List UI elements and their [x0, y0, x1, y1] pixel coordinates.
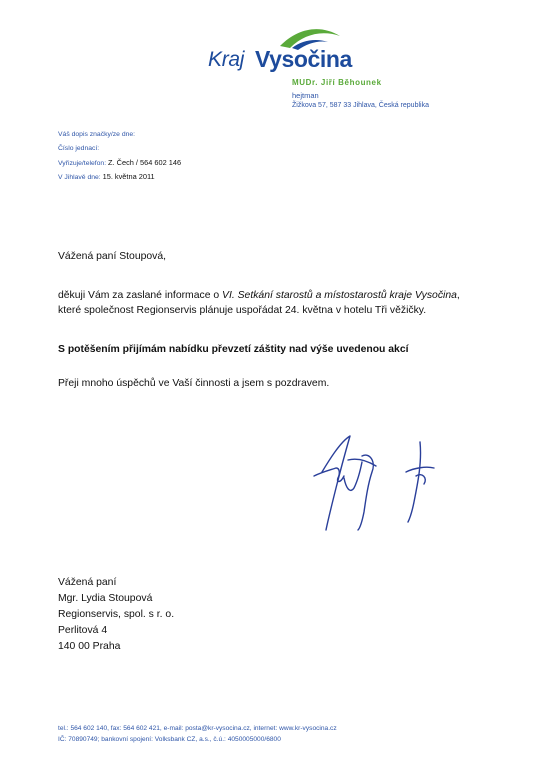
- closing-line: Přeji mnoho úspěchů ve Vaší činnosti a jsem s pozdravem.: [58, 378, 330, 389]
- paragraph-thanks: [58, 289, 498, 302]
- event-name: VI. Setkání starostů a místostarostů kraje Vysočina: [222, 290, 457, 301]
- ref-number-label: Číslo jednací:: [58, 145, 100, 152]
- handwritten-signature: [310, 432, 450, 536]
- ref-handled-by: [58, 158, 181, 167]
- recipient-company: Regionservis, spol. s r. o.: [58, 609, 175, 620]
- ref-date: [58, 172, 155, 181]
- ref-your-letter-label: Váš dopis značky/ze dne:: [58, 131, 136, 138]
- logo-kraj-text: Kraj: [208, 48, 245, 71]
- sender-address: Žižkova 57, 587 33 Jihlava, Česká republika: [292, 102, 429, 109]
- logo-vysocina-text: Vysočina: [255, 46, 352, 72]
- ref-date-value: 15. května 2011: [102, 172, 155, 181]
- ref-your-letter: [58, 131, 135, 138]
- salutation: Vážená paní Stoupová,: [58, 251, 167, 262]
- recipient-name: Mgr. Lydia Stoupová: [58, 593, 153, 604]
- footer-contacts: tel.: 564 602 140, fax: 564 602 421, e-mail: posta@kr-vysocina.cz, internet: www.kr-vysocina.cz: [58, 725, 337, 732]
- ref-number: [58, 145, 99, 152]
- ref-handled-by-value: Z. Čech / 564 602 146: [108, 158, 182, 167]
- footer-bank: IČ: 70890749; bankovní spojení: Volksbank CZ, a.s., č.ú.: 4050005000/6800: [58, 736, 281, 743]
- paragraph-thanks-comma: ,: [456, 290, 460, 301]
- kraj-vysocina-logo: [208, 26, 448, 80]
- recipient-street: Perlitová 4: [58, 625, 108, 636]
- patronage-statement: S potěšením přijímám nabídku převzetí záštity nad výše uvedenou akcí: [58, 344, 409, 355]
- ref-handled-by-label: Vyřizuje/telefon:: [58, 160, 107, 167]
- recipient-greeting: Vážená paní: [58, 577, 117, 588]
- sender-role: hejtman: [292, 91, 319, 100]
- ref-date-label: V Jihlavě dne:: [58, 174, 101, 181]
- paragraph-thanks-line2: které společnost Regionservis plánuje uspořádat 24. května v hotelu Tři věžičky.: [58, 305, 427, 316]
- recipient-city: 140 00 Praha: [58, 641, 121, 652]
- paragraph-thanks-start: děkuji Vám za zaslané informace o: [58, 290, 223, 301]
- sender-name: MUDr. Jiří Běhounek: [292, 78, 382, 87]
